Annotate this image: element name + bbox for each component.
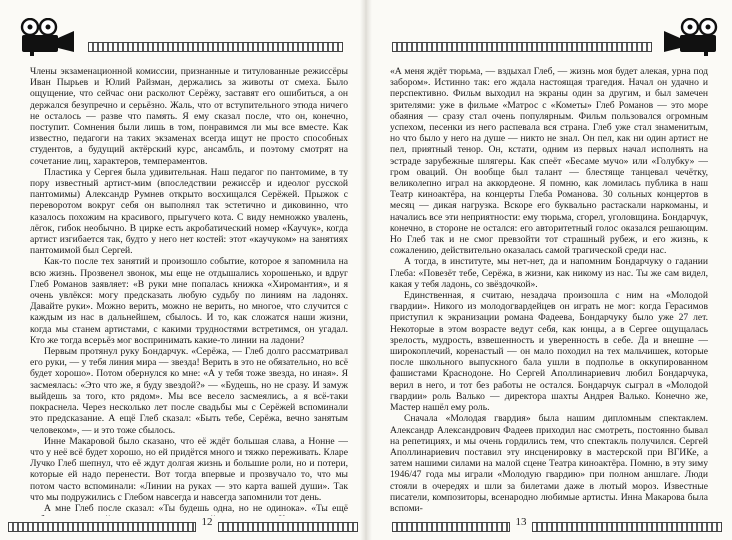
film-camera-icon [660, 18, 722, 61]
film-strip-bottom [218, 522, 358, 532]
film-strip-bottom [532, 522, 722, 532]
paragraph: Первым протянул руку Бондарчук. «Серёжа, — Глеб долго рассматривал его руки, — у тебя линия мира — звезда! Верить в это не обязательно, но всё будет хорошо». Потом обернулся ко мне: «А у тебя тоже звезда, но иная». Я засмеялась: «Это что же, я буду звездой?» — «Будешь, но не сразу. И замуж выйдешь за того, кто рядом». Мы все весело засмеялись, а я всё-таки покраснела. Через несколько лет после свадьбы мы с Серёжей вспоминали это предсказание. А ещё Глеб сказал: «Быть тебе, Серёжа, вечно занятым человеком», — и это тоже сбылось. [30, 346, 348, 436]
paragraph: «А меня ждёт тюрьма, — вздыхал Глеб, — жизнь моя будет алекая, урна под забором». Истинно так: его ждала настоящая трагедия. Начал он удачно и перспективно. Фильм выходил на экраны один за другим, и был замечен зрителями: уже в фильме «Матрос с «Кометы» Глеб Романов — это море обаяния — сразу стал очень популярным. Фильм пользовался огромным успехом, песенки из него распевала вся страна. Глеб уже стал знаменитым, но что было у него на душе — никто не знал. Он пел, как ни один артист не пел, приятный тенор. Он, кстати, одним из первых начал исполнять на эстраде зарубежные шлягеры. Как спеёт «Бесаме мучо» или «Голубку» — гром оваций. Он вообще был талант — блестяще танцевал чечётку, великолепно играл на аккордеоне. Я помню, как ломилась публика в наш Театр киноактёра, на концерты Глеба Романова. 30 сольных концертов в месяц — дикая нагрузка. Вскоре его буквально растаскали наркоманы, и начались все эти неприятности: ему тюрьма, сгорел, уголовщина. Бондарчук, конечно, в стороне не остался: его авторитетный голос оказался решающим. Но Глеб так и не смог превзойти тот страшный рубеж, и его жизнь, к сожалению, действительно оказалась самой трагической среди нас. [390, 66, 708, 257]
paragraph: А мне Глеб после сказал: «Ты будешь одна, но не одинока». «Ты ещё [44, 502, 348, 514]
film-strip-top [392, 42, 652, 52]
paragraph: Единственная, я считаю, незадача произошла с ним на «Молодой гвардии». Никого из молодогвардейцев он играть не мог: когда Герасимов приступил к экранизации романа Фадеева, Бондарчуку было уже 27 лет. Некоторые в этом возрасте ведут себя, как юнцы, а в Сергее ощущалась зрелость, мудрость, взвешенность и уверенность в себе. Да и внешне — широкоплечий, коренастый — он мало походил на тех мальчишек, которые после школьного выпускного бала ушли в подполье в оккупированном фашистами Краснодоне. Но Сергей Аполлинариевич любил Бондарчука, верил в него, и тот без работы не остался. Бондарчук сыграл в «Молодой гвардии» роль Валько — директора шахты Андрея Валько. Конечно же, Мастер нашёл ему роль. [390, 290, 708, 414]
film-strip-bottom [8, 522, 196, 532]
right-page [370, 0, 732, 540]
paragraph: Сначала «Молодая гвардия» была нашим дипломным спектаклем. Александр Александрович Фадеев приходил нас смотреть, постоянно бывал на репетициях, и мы очень гордились тем, что спектакль получился. Сергей Аполлинариевич поставил эту инсценировку в мастерской при ВГИКе, а затем нашими силами на малой сцене Театра киноактёра. Помню, в эту зиму 1946/47 года мы играли «Молодую гвардию» при полном аншлаге. Люди стояли в очередях и шли за билетами даже в лютый мороз. Известные писатели, композиторы, всенародно любимые артисты. Инна Макарова была вспоми- [390, 413, 708, 514]
page-number: 13 [515, 516, 527, 528]
film-camera-icon [16, 18, 78, 61]
film-strip-bottom [392, 522, 510, 532]
right-page-text [390, 66, 708, 516]
left-page-text [30, 66, 348, 516]
page-number: 12 [201, 516, 213, 528]
left-page [0, 0, 362, 540]
film-strip-top [88, 42, 343, 52]
paragraph: Члены экзаменационной комиссии, признанные и титулованные режиссёры Иван Пырьев и Юлий Райзман, держались за животы от смеха. Было ощущение, что сейчас они расколют Серёжу, заставят его ошибиться, а он держался безупречно и серьёзно. Жаль, что от вступительного этюда ничего не осталось — разве что память. Я ему сказал после, что он, конечно, поступит. Сомнения были лишь в том, понравимся ли мы все вместе. Как известно, педагоги на таких экзаменах всегда ищут не просто способных студентов, а будущий актёрский курс, ансамбль, и поэтому смотрят на сочетание лиц, характеров, темпераментов. [30, 66, 348, 167]
paragraph: А тогда, в институте, мы нет-нет, да и напомним Бондарчуку о гадании Глеба: «Повезёт тебе, Серёжа, в жизни, как никому из нас. Ты же сам видел, какая у тебя ладонь, со звёздочкой». [390, 256, 708, 290]
paragraph: Как-то после тех занятий и произошло событие, которое я запомнила на всю жизнь. Прозвенел звонок, мы еще не отдышались хорошенько, и вдруг Глеб Романов заявляет: «В руки мне попалась книжка «Хиромантия», и я очень увлёкся: могу предсказать любую судьбу по линиям на ладонях. Давайте руки». Можно верить, можно не верить, но многое, что случится с каждым из нас в дальнейшем, сбылось. И то, как сложатся наши жизни, когда мы станем артистами, с какими трудностями встретимся, он угадал. Кто же тогда всерьёз мог воспринимать какие-то линии на ладони? [30, 256, 348, 346]
paragraph: Инне Макаровой было сказано, что её ждёт большая слава, а Нонне — что у неё всё будет хорошо, но ей придётся много и тяжко переживать. Кларе Лучко Глеб шепнул, что её ждут долгая жизнь и большие роли, но и потери, которые ей надо перенести. Вот тогда впервые и прозвучало то, что мы потом часто вспоминали: «Линии на руках — это карта вашей души». Так что мы подружились с Глебом навсегда и навсегда запомнили тот день. [30, 435, 348, 503]
paragraph: Пластика у Сергея была удивительная. Наш педагог по пантомиме, в ту пору известный артист-мим (впоследствии режиссёр и идеолог русской пантомимы) Александр Румнев открыто восхищался Серёжей. Прыжок с переворотом вокруг себя он выполнял так эстетично и диковинно, что казалось похожим на красивого, прыгучего кота. С виду немножко увалень, лёгок, гибок необычно. В цирке есть акробатический номер «Каучук», когда артист изгибается так, будто у него нет костей: этот «каучуком» на занятиях пантомимой был Сергей. [30, 166, 348, 257]
